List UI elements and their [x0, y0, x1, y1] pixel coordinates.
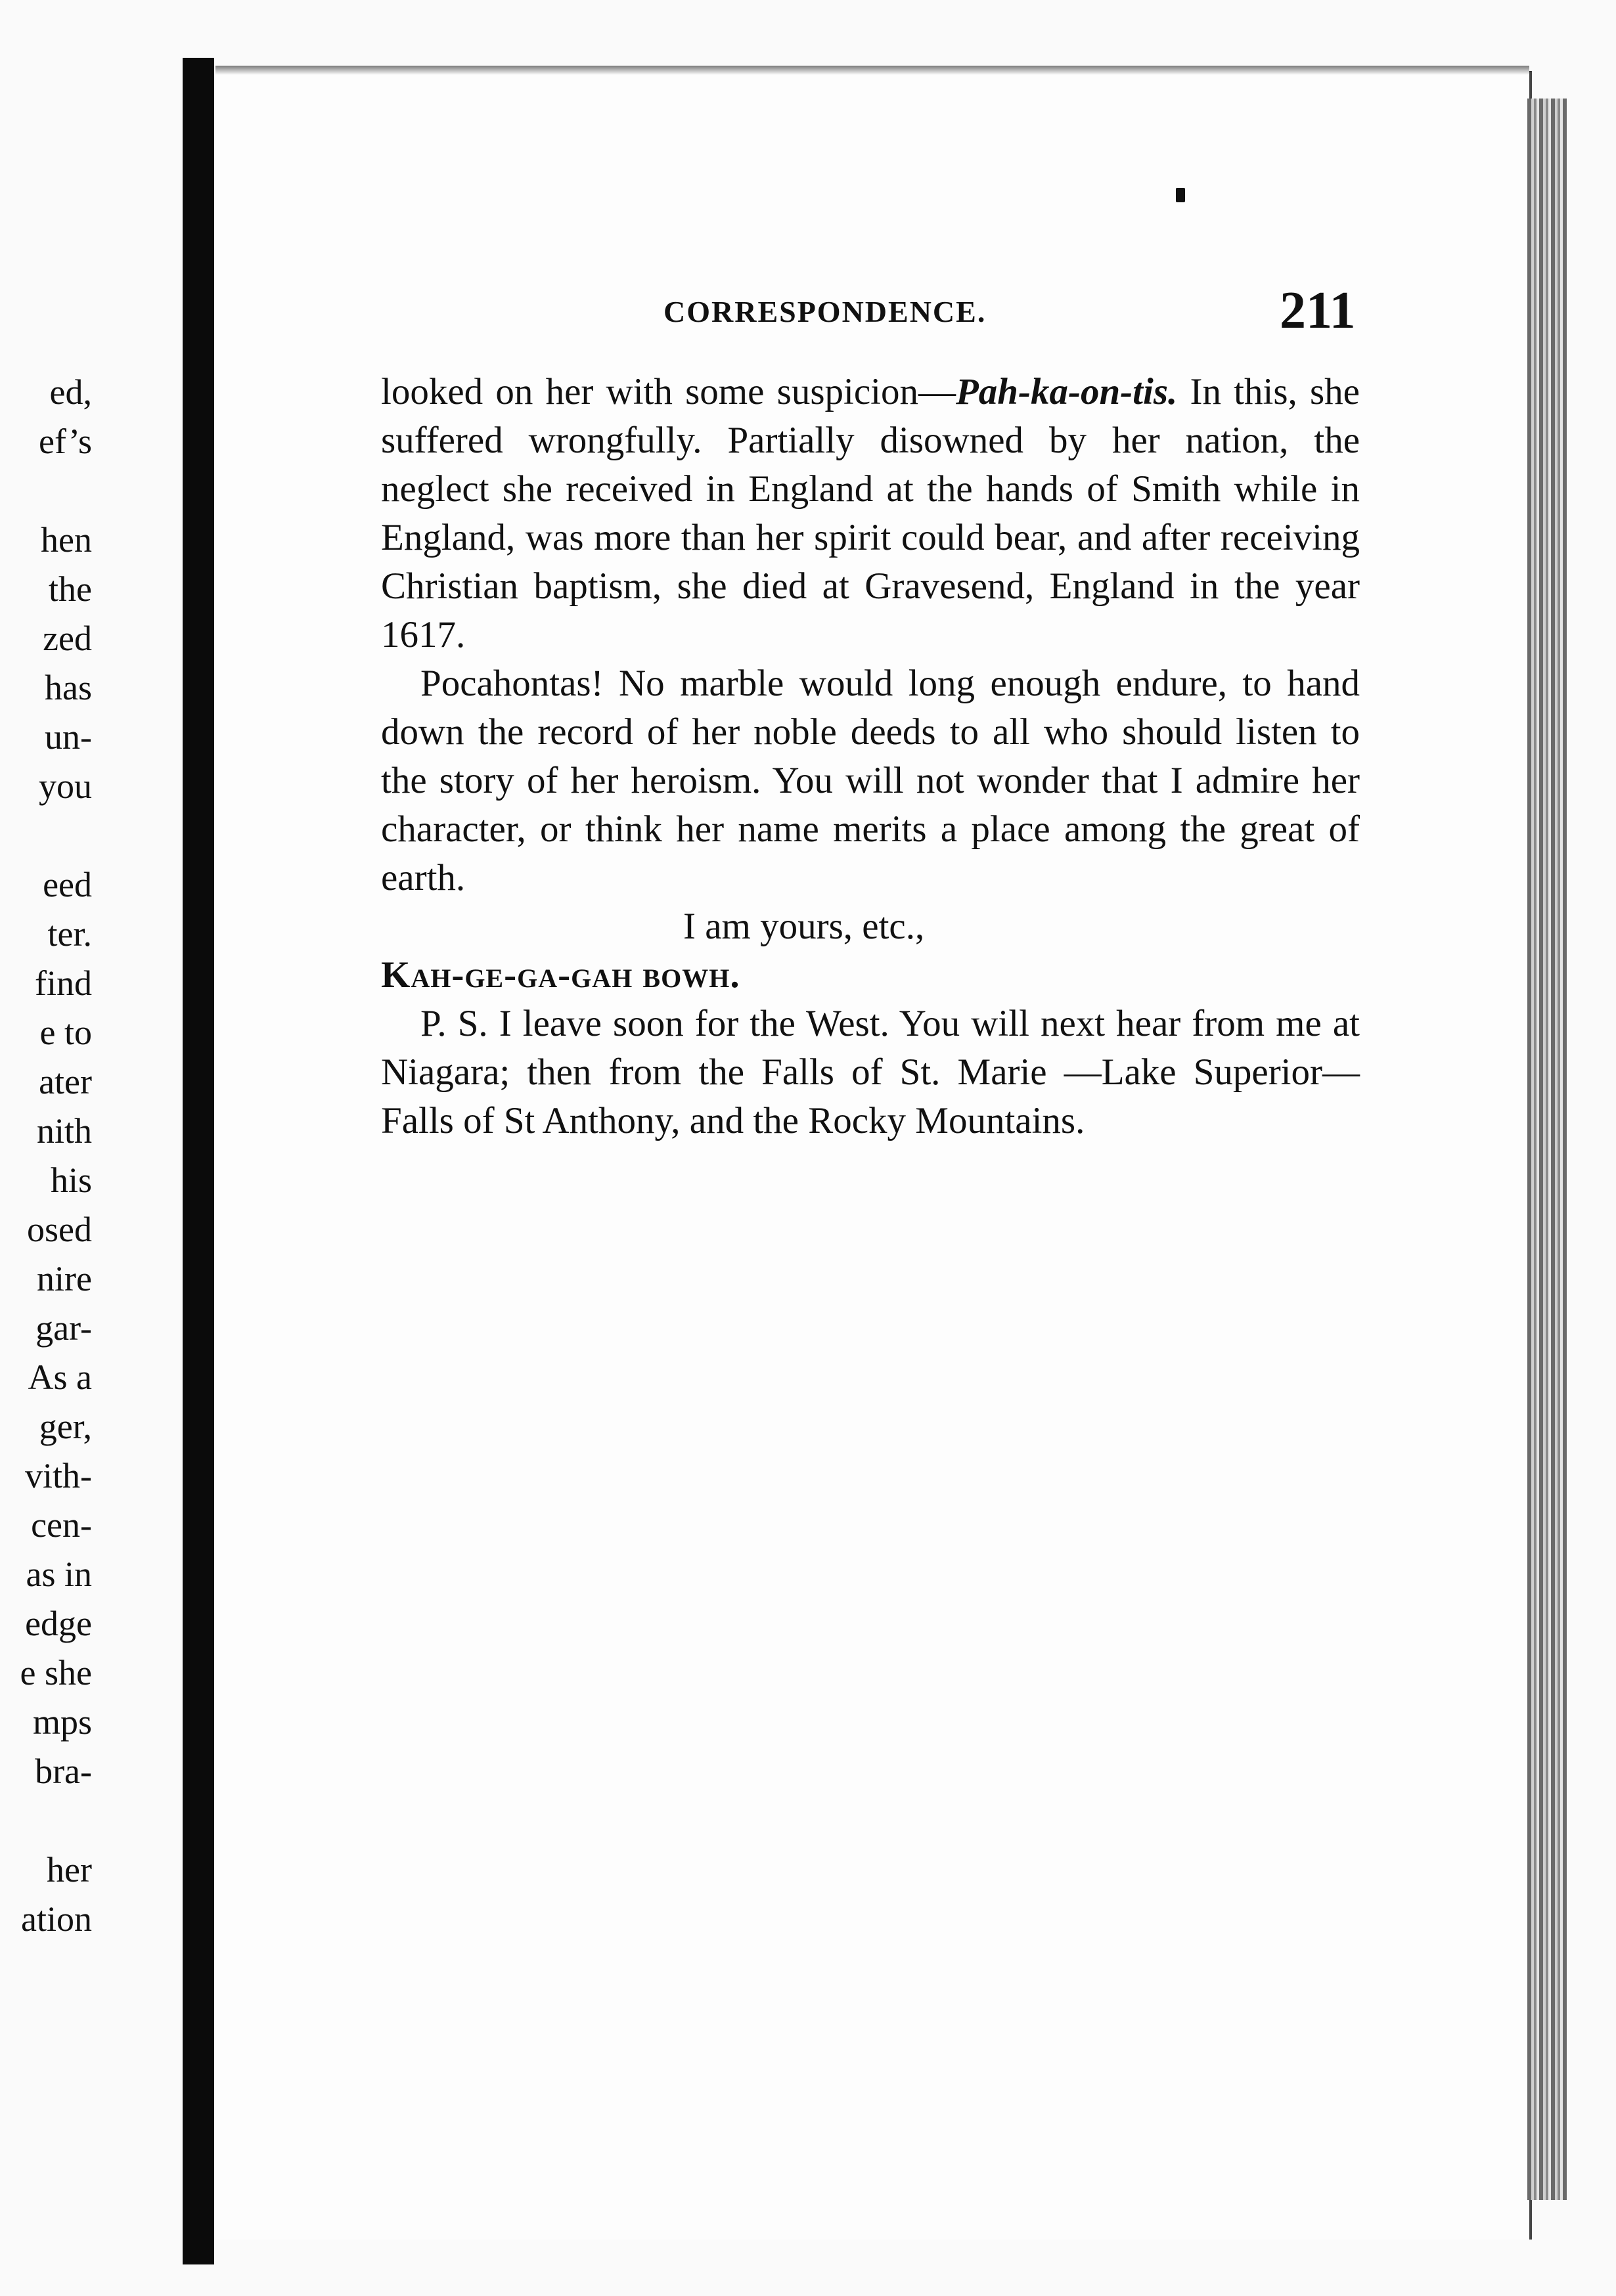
- left-page-line: cen-: [31, 1505, 92, 1545]
- closing-line: I am yours, etc.,: [683, 906, 925, 947]
- left-page-line: ter.: [47, 914, 92, 954]
- left-page-line: ed,: [49, 372, 92, 412]
- left-page-line: e to: [39, 1013, 92, 1052]
- paragraph-1-rest: In this, she suffered wrongfully. Partially disowned by her nation, the neglect she received in England at the hands of Smith while in England, was more than her spirit could bear, and after receiving Christian baptism, she died at Gravesend, England in the year 1617.: [381, 371, 1360, 655]
- left-page-line: mps: [32, 1702, 92, 1742]
- left-page-line: has: [45, 668, 92, 707]
- page-top-edge: [215, 66, 1529, 75]
- left-page-line: [0, 466, 92, 516]
- left-page-line: As a: [28, 1358, 92, 1397]
- indian-name: Pah-ka-on-tis.: [955, 371, 1178, 412]
- left-page-line: eed: [43, 865, 92, 904]
- left-page-line: [0, 811, 92, 860]
- left-page-line: the: [49, 569, 92, 609]
- page-body: [381, 368, 1360, 1145]
- book-gutter: [183, 58, 214, 2264]
- paragraph-1: [381, 368, 1360, 659]
- left-page-line: nith: [36, 1111, 92, 1151]
- left-page-line: you: [39, 766, 92, 806]
- left-page-line: ger,: [39, 1407, 92, 1446]
- paragraph-2: Pocahontas! No marble would long enough endure, to hand down the record of her noble deeds to all who should listen to the story of her heroism. You will not wonder that I admire her character, or think her name merits a place among the great of earth.: [381, 663, 1360, 898]
- left-page-line: vith-: [25, 1456, 92, 1495]
- left-page-line: his: [50, 1160, 92, 1200]
- left-page-line: un-: [45, 717, 92, 757]
- paragraph-1-start: looked on her with some suspicion—: [381, 371, 956, 412]
- page-edges: [1527, 99, 1567, 2200]
- left-page-line: bra-: [35, 1752, 92, 1791]
- left-page-line: [0, 1796, 92, 1845]
- left-page-line: gar-: [35, 1308, 92, 1348]
- left-page-line: her: [47, 1850, 92, 1889]
- left-page-line: as in: [26, 1555, 92, 1594]
- left-page-line: nire: [37, 1259, 92, 1298]
- left-page-line: edge: [25, 1604, 92, 1643]
- signature: Kah-ge-ga-gah bowh.: [381, 954, 740, 996]
- left-facing-page-text: [0, 368, 92, 1944]
- left-page-line: hen: [41, 520, 92, 560]
- left-page-line: ation: [21, 1899, 92, 1939]
- ink-speck: [1176, 188, 1185, 202]
- postscript: P. S. I leave soon for the West. You will next hear from me at Niagara; then from the Falls of St. Marie —Lake Superior—Falls of St Anthony, and the Rocky Mountains.: [381, 1003, 1360, 1141]
- left-page-line: zed: [43, 619, 92, 658]
- left-page-line: ef’s: [39, 422, 92, 461]
- left-page-line: find: [35, 963, 92, 1003]
- page-number: 211: [1280, 282, 1356, 340]
- left-page-line: osed: [27, 1210, 92, 1249]
- left-page-line: ater: [39, 1062, 92, 1101]
- left-page-line: e she: [20, 1653, 92, 1692]
- running-header: CORRESPONDENCE.: [663, 295, 987, 328]
